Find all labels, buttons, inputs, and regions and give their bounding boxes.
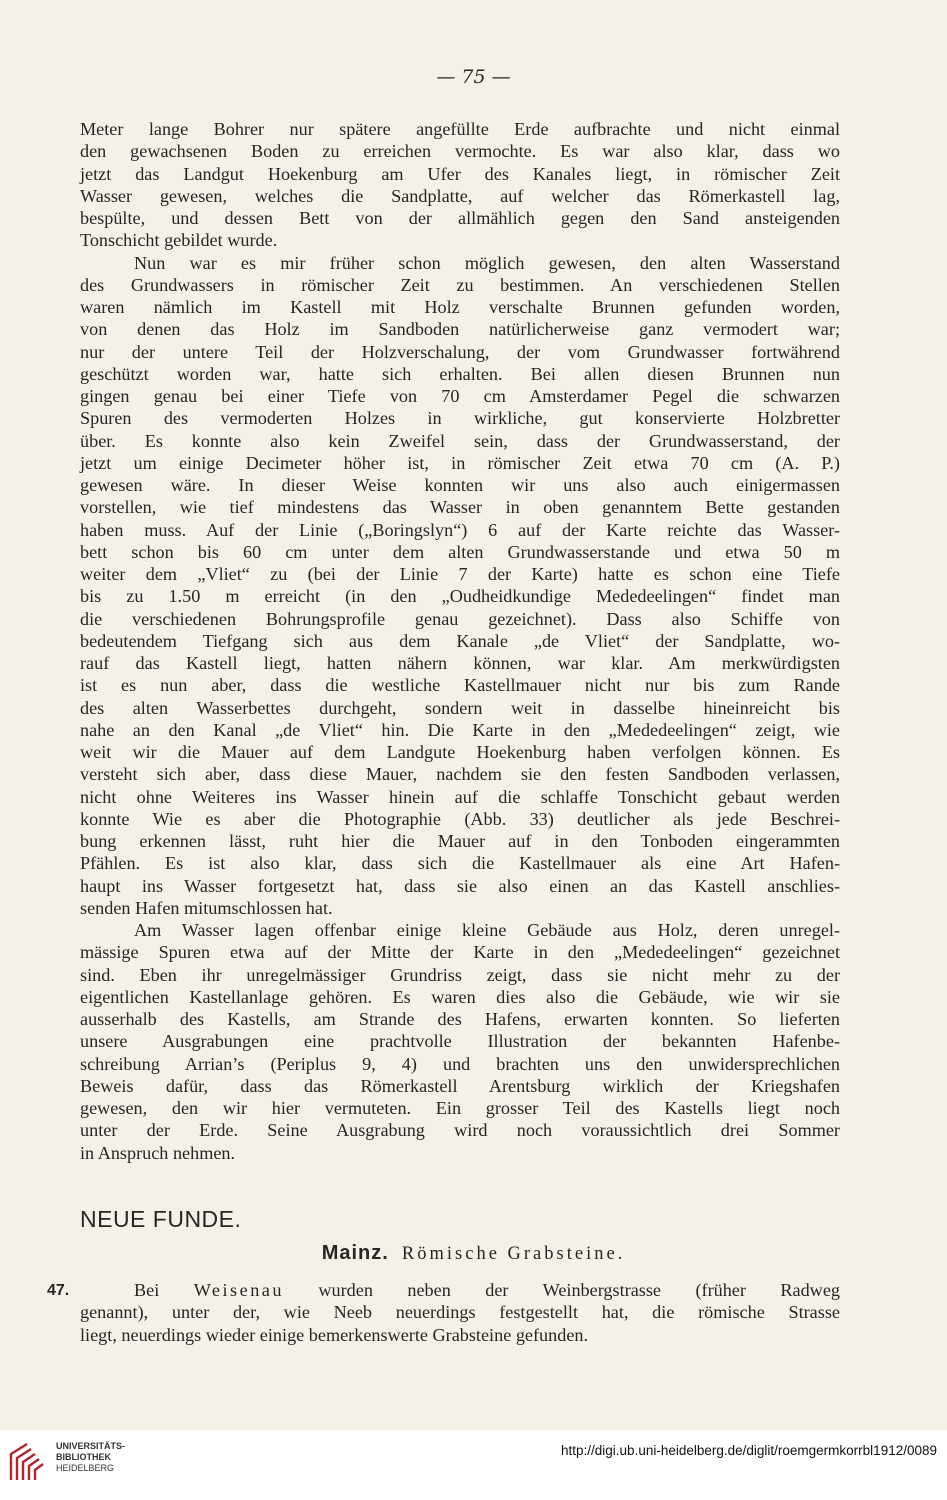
entry-text-line: genannt), unter der, wie Neeb neuerdings festgestellt hat, die römische Strasse (80, 1302, 840, 1323)
text-line: sind. Eben ihr unregelmässiger Grundriss zeigt, dass sie nicht mehr zu der (80, 964, 840, 985)
text-line: bespülte, und dessen Bett von der allmählich gegen den Sand ansteigenden (80, 208, 840, 228)
text-line: nur der untere Teil der Holzverschalung, der vom Grundwasser fortwährend (80, 341, 840, 362)
text-line: versteht sich aber, dass diese Mauer, nachdem sie den festen Sandboden verlassen, (80, 764, 840, 785)
text-line: gewesen, den wir hier vermuteten. Ein grosser Teil des Kastells liegt noch (80, 1098, 840, 1118)
entry-number: 47. (47, 1282, 70, 1299)
section-heading: NEUE FUNDE. (80, 1206, 242, 1232)
sub-heading-place: Mainz. (321, 1242, 389, 1264)
text-line: senden Hafen mitumschlossen hat. (80, 897, 333, 918)
library-name-line: HEIDELBERG (56, 1463, 115, 1473)
text-line: nicht ohne Weiteres ins Wasser hinein auf die schlaffe Tonschicht gebaut werden (80, 786, 840, 807)
text-line: bis zu 1.50 m erreicht (in den „Oudheidkundige Mededeelingen“ findet man (80, 586, 840, 607)
text-line: vorstellen, wie tief mindestens das Wasser in oben genanntem Bette gestanden (80, 497, 840, 518)
text-line: weit wir die Mauer auf dem Landgute Hoekenburg haben verfolgen können. Es (80, 742, 840, 762)
library-logo-icon (7, 1440, 51, 1484)
text-line: schreibung Arrian’s (Periplus 9, 4) und brachten uns den unwidersprechlichen (80, 1053, 840, 1074)
text-line: bett schon bis 60 cm unter dem alten Grundwasserstande und etwa 50 m (80, 541, 840, 562)
text-line: mässige Spuren etwa auf der Mitte der Karte in den „Mededeelingen“ gezeichnet (80, 942, 840, 963)
text-line: unter der Erde. Seine Ausgrabung wird noch voraussichtlich drei Sommer (80, 1120, 840, 1141)
text-line: unsere Ausgrabungen eine prachtvolle Illustration der bekannten Hafenbe- (80, 1031, 840, 1052)
entry-text (80, 1279, 840, 1346)
sub-heading (0, 1242, 947, 1265)
source-url[interactable]: http://digi.ub.uni-heidelberg.de/diglit/roemgermkorrbl1912/0089 (561, 1443, 937, 1458)
text-line: Wasser gewesen, welches die Sandplatte, auf welcher das Römerkastell lag, (80, 185, 840, 206)
text-line: des Grundwassers in römischer Zeit zu bestimmen. An verschiedenen Stellen (80, 274, 840, 295)
text-line: Beweis dafür, dass das Römerkastell Arentsburg wirklich der Kriegshafen (80, 1075, 840, 1096)
text-line: bung erkennen lässt, ruht hier die Mauer auf in den Tonboden eingerammten (80, 831, 840, 851)
text-line: die verschiedenen Bohrungsprofile genau gezeichnet). Dass also Schiffe von (80, 608, 840, 629)
text-line: rauf das Kastell liegt, hatten nähern können, war klar. Am merkwürdigsten (80, 653, 840, 673)
page-number: — 75 — (436, 66, 511, 88)
text-line: ausserhalb des Kastells, am Strande des Hafens, erwarten konnten. So lieferten (80, 1009, 840, 1029)
text-line: weiter dem „Vliet“ zu (bei der Linie 7 der Karte) hatte es schon eine Tiefe (80, 564, 840, 584)
entry-text-line: Bei Weisenau wurden neben der Weinbergstrasse (früher Radweg (134, 1280, 840, 1300)
text-line: in Anspruch nehmen. (80, 1142, 236, 1163)
library-name-line: UNIVERSITÄTS- (56, 1441, 126, 1451)
emphasised-place-name: Weisenau (193, 1280, 284, 1300)
text-line: Spuren des vermoderten Holzes in wirkliche, gut konservierte Holzbretter (80, 408, 840, 429)
text-line: waren nämlich im Kastell mit Holz verschalte Brunnen gefunden worden, (80, 297, 840, 317)
text-line: Pfählen. Es ist also klar, dass sich die Kastellmauer als eine Art Hafen- (80, 853, 840, 874)
text-line: jetzt das Landgut Hoekenburg am Ufer des Kanales liegt, in römischer Zeit (80, 163, 840, 184)
text-line: bedeutendem Tiefgang sich aus dem Kanale „de Vliet“ der Sandplatte, wo- (80, 630, 840, 651)
footer-bar (0, 1430, 947, 1500)
text-line: gewesen wäre. In dieser Weise konnten wir uns also auch einigermassen (80, 475, 840, 495)
text-line: nahe an den Kanal „de Vliet“ hin. Die Karte in den „Mededeelingen“ zeigt, wie (80, 719, 840, 740)
text-line: jetzt um einige Decimeter höher ist, in römischer Zeit etwa 70 cm (A. P.) (80, 452, 840, 473)
text-line: haben muss. Auf der Linie („Boringslyn“) 6 auf der Karte reichte das Wasser- (80, 519, 840, 540)
text-line: über. Es konnte also kein Zweifel sein, dass der Grundwasserstand, der (80, 430, 840, 451)
library-name (56, 1441, 125, 1474)
text-line: konnte Wie es aber die Photographie (Abb. 33) deutlicher als jede Beschrei- (80, 808, 840, 829)
text-line: des alten Wasserbettes durchgeht, sondern weit in dasselbe hineinreicht bis (80, 697, 840, 718)
text-line: Am Wasser lagen offenbar einige kleine Gebäude aus Holz, deren unregel- (134, 920, 840, 940)
sub-heading-topic: Römische Grabsteine. (401, 1244, 626, 1264)
text-line: Meter lange Bohrer nur spätere angefüllte Erde aufbrachte und nicht einmal (80, 119, 840, 139)
text-line: den gewachsenen Boden zu erreichen vermochte. Es war also klar, dass wo (80, 141, 840, 162)
text-line: haupt ins Wasser fortgesetzt hat, dass sie also einen an das Kastell anschlies- (80, 875, 840, 896)
body-text (80, 118, 840, 1164)
text-line: geschützt worden war, hatte sich erhalten. Bei allen diesen Brunnen nun (80, 363, 840, 384)
text-line: von denen das Holz im Sandboden natürlicherweise ganz vermodert war; (80, 319, 840, 340)
entry-text-line: liegt, neuerdings wieder einige bemerkenswerte Grabsteine gefunden. (80, 1324, 589, 1345)
text-line: gingen genau bei einer Tiefe von 70 cm Amsterdamer Pegel die schwarzen (80, 386, 840, 406)
text-line: Nun war es mir früher schon möglich gewesen, den alten Wasserstand (134, 252, 840, 273)
text-line: Tonschicht gebildet wurde. (80, 230, 278, 251)
text-line: eigentlichen Kastellanlage gehören. Es waren dies also die Gebäude, wie wir sie (80, 986, 840, 1007)
text-line: ist es nun aber, dass die westliche Kastellmauer nicht nur bis zum Rande (80, 675, 840, 696)
library-name-line: BIBLIOTHEK (56, 1452, 111, 1462)
